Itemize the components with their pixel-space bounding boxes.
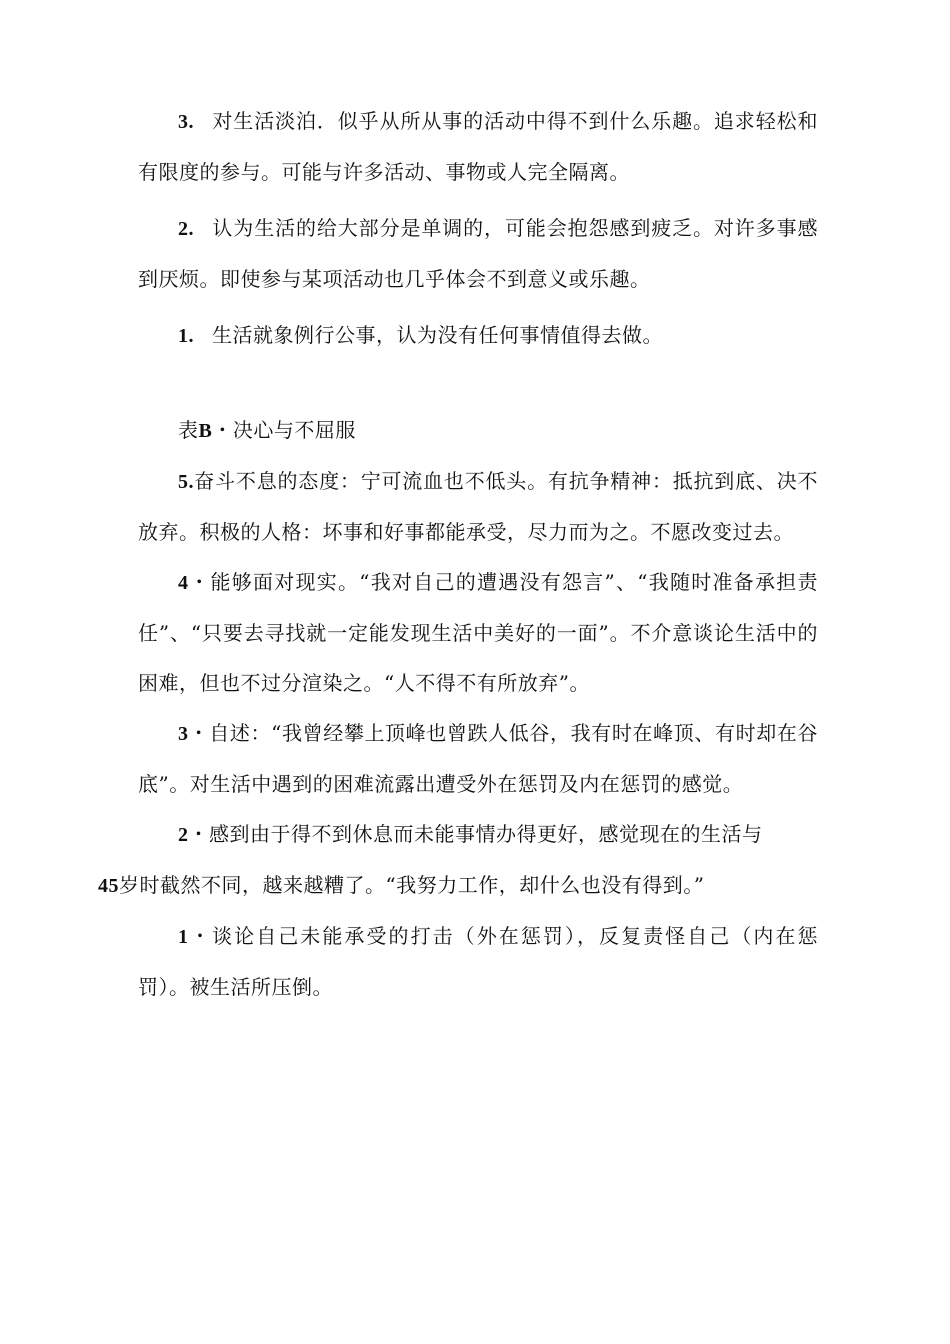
item-b1 — [138, 911, 818, 1012]
item-b2 — [98, 809, 818, 911]
item-age-number: 45 — [98, 875, 119, 897]
item-text: ・谈论自己未能承受的打击（外在惩罚），反复责怪自己（内在惩罚）。被生活所压倒。 — [138, 924, 818, 999]
item-b3 — [138, 708, 818, 809]
item-text: 奋斗不息的态度：宁可流血也不低头。有抗争精神：抵抗到底、决不放弃。积极的人格：坏事和好事都能承受，尽力而为之。不愿改变过去。 — [138, 469, 818, 544]
item-text: ・感到由于得不到休息而未能事情办得更好，感觉现在的生活与 — [188, 822, 763, 846]
item-text: ・能够面对现实。“我对自己的遭遇没有怨言”、“我随时准备承担责任”、“只要去寻找就一定能发现生活中美好的一面”。不介意谈论生活中的困难，但也不过分渲染之。“人不得不有所放弃”。 — [138, 570, 818, 695]
item-text: ・自述：“我曾经攀上顶峰也曾跌人低谷，我有时在峰顶、有时却在谷底”。对生活中遇到的困难流露出遭受外在惩罚及内在惩罚的感觉。 — [138, 721, 818, 796]
item-a2 — [138, 203, 818, 304]
item-number: 3 — [178, 723, 189, 745]
item-number: 5. — [178, 471, 194, 493]
item-number: 1 — [178, 926, 189, 948]
item-number: 3. — [178, 111, 194, 133]
item-text: 对生活淡泊．似乎从所从事的活动中得不到什么乐趣。追求轻松和有限度的参与。可能与许多活动、事物或人完全隔离。 — [138, 109, 818, 184]
heading-prefix: 表 — [178, 418, 199, 442]
item-number: 2 — [178, 824, 189, 846]
item-text: 生活就象例行公事，认为没有任何事情值得去做。 — [212, 323, 663, 347]
item-a3 — [138, 96, 818, 197]
item-number: 4 — [178, 572, 189, 594]
document-page — [98, 96, 818, 1012]
item-number: 1. — [178, 325, 194, 347]
item-text: 认为生活的给大部分是单调的，可能会抱怨感到疲乏。对许多事感到厌烦。即使参与某项活动也几乎体会不到意义或乐趣。 — [138, 216, 818, 291]
item-b5 — [138, 456, 818, 557]
item-text-continued: 岁时截然不同，越来越糟了。“我努力工作，却什么也没有得到。” — [119, 873, 705, 897]
item-b4 — [138, 557, 818, 708]
item-number: 2. — [178, 218, 194, 240]
section-b-heading — [138, 405, 818, 456]
heading-letter: B — [198, 420, 213, 442]
heading-title: ・决心与不屈服 — [212, 418, 356, 442]
item-a1 — [138, 310, 818, 361]
